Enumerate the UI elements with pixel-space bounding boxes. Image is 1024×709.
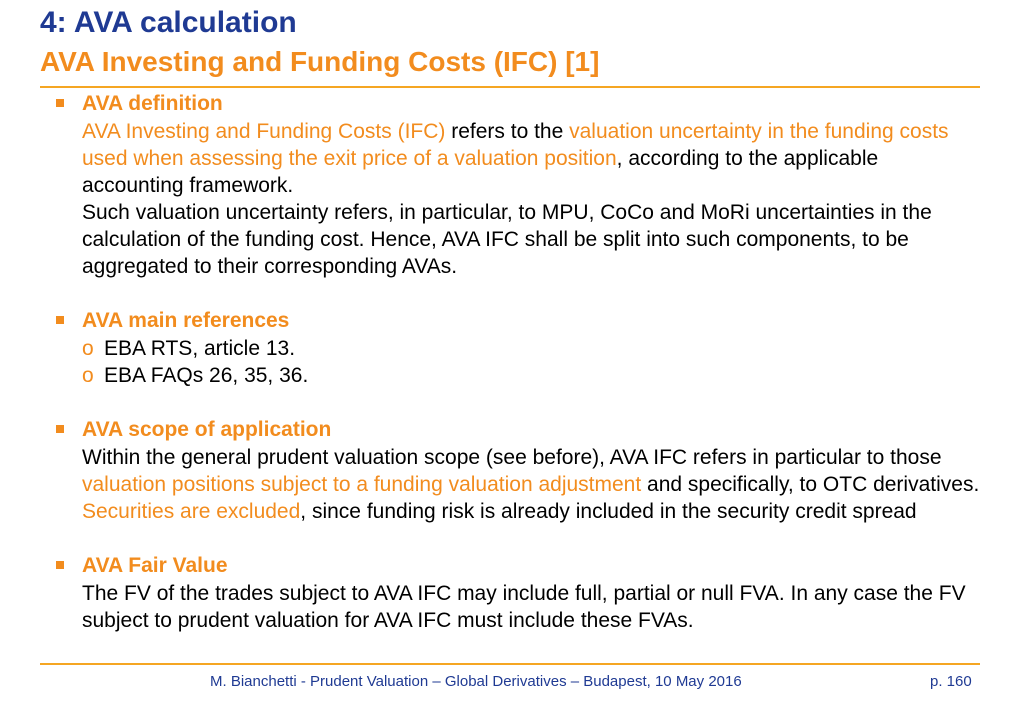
list-item: o EBA FAQs 26, 35, 36.: [82, 364, 309, 387]
highlight-text: Securities are excluded: [82, 500, 301, 523]
body-text: , according to the applicable accounting framework.: [82, 147, 879, 197]
highlight-text: valuation uncertainty in the funding costs used when assessing the exit price of a valuation position: [82, 120, 949, 170]
header-divider: [40, 86, 980, 88]
square-bullet-icon: [56, 425, 64, 433]
slide-subtitle: AVA Investing and Funding Costs (IFC) [1]: [40, 46, 600, 77]
body-text: and specifically, to OTC derivatives.: [641, 473, 980, 496]
square-bullet-icon: [56, 99, 64, 107]
section-scope: [52, 416, 982, 525]
fair-value-paragraph: The FV of the trades subject to AVA IFC may include full, partial or null FVA. In any case the FV subject to prudent valuation for AVA IFC must include these FVAs.: [82, 582, 966, 632]
square-bullet-icon: [56, 316, 64, 324]
section-heading: AVA main references: [82, 309, 290, 332]
circle-bullet-icon: o: [82, 337, 94, 360]
section-definition: [52, 90, 982, 280]
section-fair-value: [52, 552, 982, 634]
highlight-text: valuation positions subject to a funding valuation adjustment: [82, 473, 642, 496]
definition-paragraph-2: Such valuation uncertainty refers, in particular, to MPU, CoCo and MoRi uncertainties in the calculation of the funding cost. Hence, AVA IFC shall be split into such components, to be aggregated to their corresponding AVAs.: [82, 201, 932, 278]
page-number: p. 160: [930, 673, 972, 690]
highlight-text: AVA Investing and Funding Costs (IFC): [82, 120, 446, 143]
body-text: Within the general prudent valuation scope (see before), AVA IFC refers in particular to those: [82, 446, 942, 469]
section-heading: AVA scope of application: [82, 418, 332, 441]
footer-divider: [40, 663, 980, 665]
slide-title: 4: AVA calculation: [40, 6, 297, 39]
slide-content: [52, 90, 982, 634]
footer-citation: M. Bianchetti - Prudent Valuation – Global Derivatives – Budapest, 10 May 2016: [210, 673, 742, 690]
references-list: [82, 335, 982, 389]
section-heading: AVA Fair Value: [82, 554, 228, 577]
square-bullet-icon: [56, 561, 64, 569]
section-references: [52, 307, 982, 389]
section-heading: AVA definition: [82, 92, 223, 115]
scope-paragraph: [82, 444, 982, 525]
circle-bullet-icon: o: [82, 364, 94, 387]
body-text: , since funding risk is already included in the security credit spread: [300, 500, 917, 523]
definition-paragraph: [82, 118, 982, 199]
list-item: o EBA RTS, article 13.: [82, 337, 296, 360]
body-text: refers to the: [445, 120, 570, 143]
